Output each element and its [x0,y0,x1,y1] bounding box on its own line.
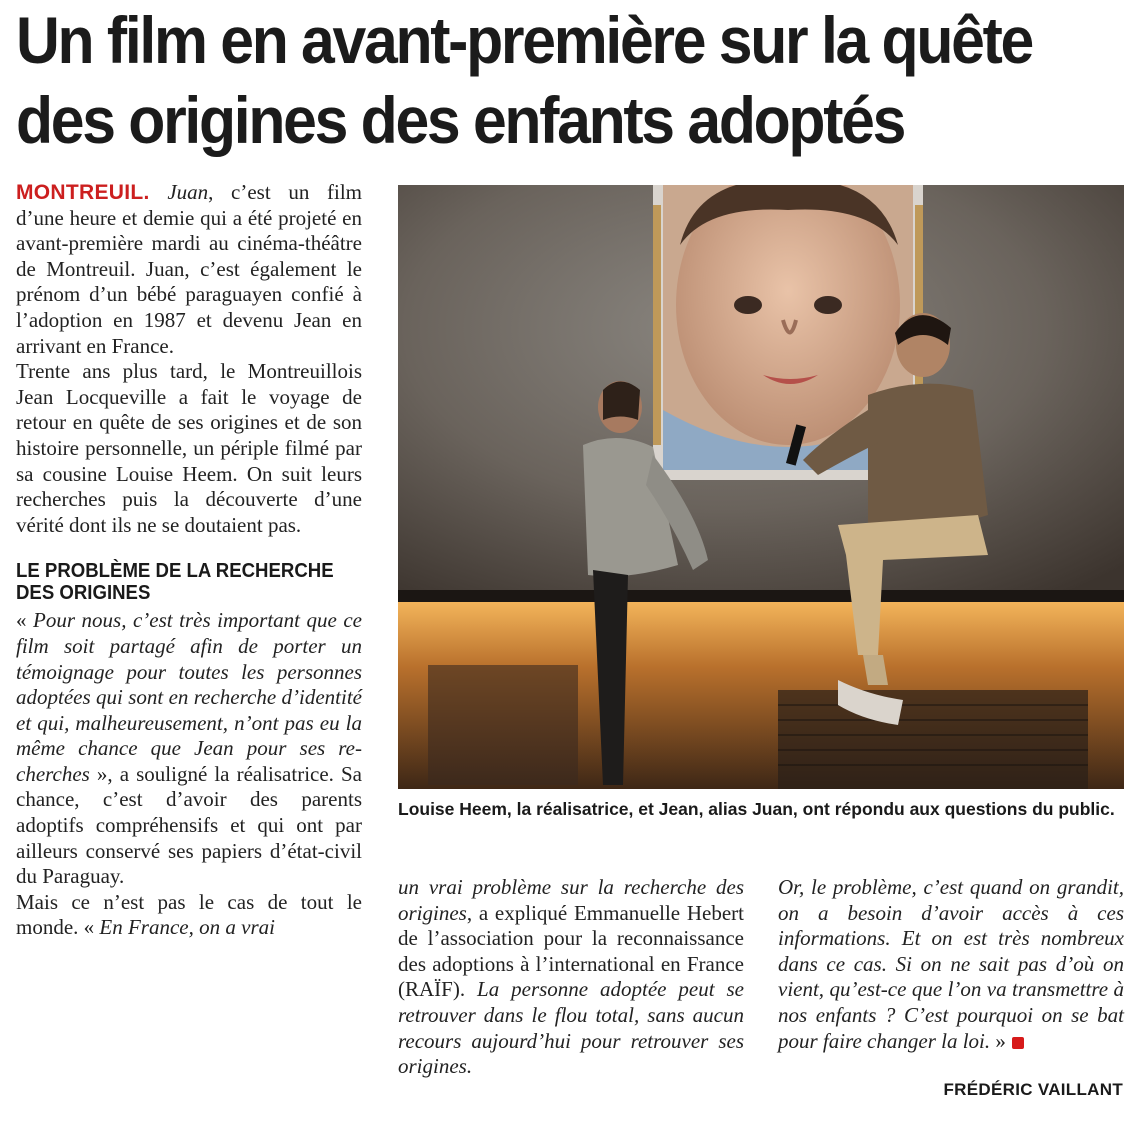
article-column-2: un vrai problème sur la recherche des origines, a expliqué Emmanuelle Hebert de l’association pour la reconnaissance des adoptions à l’international en France (RAÏF). La personne adoptée peut se retrouver dans le flou total, sans aucun recours aujourd’hui pour retrouver ses origines. [398,875,744,1079]
author-byline: FRÉDÉRIC VAILLANT [943,1080,1123,1099]
quote-realisatrice: Pour nous, c’est très important que ce film soit partagé afin de porter un témoignage pour toutes les personnes adoptées qui sont en recherche d’identité et qui, malheureusement, n’ont pas eu la même chance que Jean pour ses recherches [16,608,363,786]
photo-illustration [398,185,1124,789]
article-column-1 [16,180,362,941]
paragraph-4: Mais ce n’est pas le cas de tout le monde. « En France, on a vrai [16,889,362,940]
end-mark-icon [1012,1037,1024,1049]
dateline: MONTREUIL. [16,181,150,204]
section-subhead: LE PROBLÈME DE LA RECHERCHE DES ORIGINES [16,560,334,605]
headline-line-1: Un film en avant-première sur la quête [16,3,1032,77]
photo-caption: Louise Heem, la réalisatrice, et Jean, alias Juan, ont répondu aux questions du public. [398,799,1115,819]
headline-line-2: des origines des enfants adoptés [16,83,905,157]
paragraph-3: « Pour nous, c’est très important que ce film soit partagé afin de porter un témoignage pour toutes les personnes adoptées qui sont en recherche d’identité et qui, malheureusement, n’ont pas eu la même chance que Jean pour ses recherches », a souligné la réalisatrice. Sa chance, c’est d’avoir des parents adoptifs compréhensifs et qui ont par ailleurs conservé ses papiers d’état-civil du Paraguay. [16,608,363,889]
film-title: Juan [167,180,209,204]
intro-paragraph: MONTREUIL. Juan, c’est un film d’une heure et demie qui a été projeté en avant-première mardi au cinéma-théâtre de Montreuil. Juan, c’est également le prénom d’un bébé paraguayen confié à l’adoption en 1987 et devenu Jean en arrivant en France. [16,180,362,358]
article-photo [398,185,1124,789]
article-column-3: Or, le problème, c’est quand on grandit, on a besoin d’avoir accès à ces informations. Et on est très nombreux dans ce cas. Si on ne sait pas d’où on vient, qu’est-ce que l’on va transmettre à nos enfants ? C’est pourquoi on se bat pour faire changer la loi. » [778,875,1124,1053]
article-headline [16,0,1046,160]
paragraph-2: Trente ans plus tard, le Montreuillois Jean Locqueville a fait le voyage de retour en quête de ses origines et de son histoire personnelle, un périple filmé par sa cousine Louise Heem. On suit leurs recherches puis la découverte d’une vérité dont ils ne se doutaient pas. [16,359,362,537]
